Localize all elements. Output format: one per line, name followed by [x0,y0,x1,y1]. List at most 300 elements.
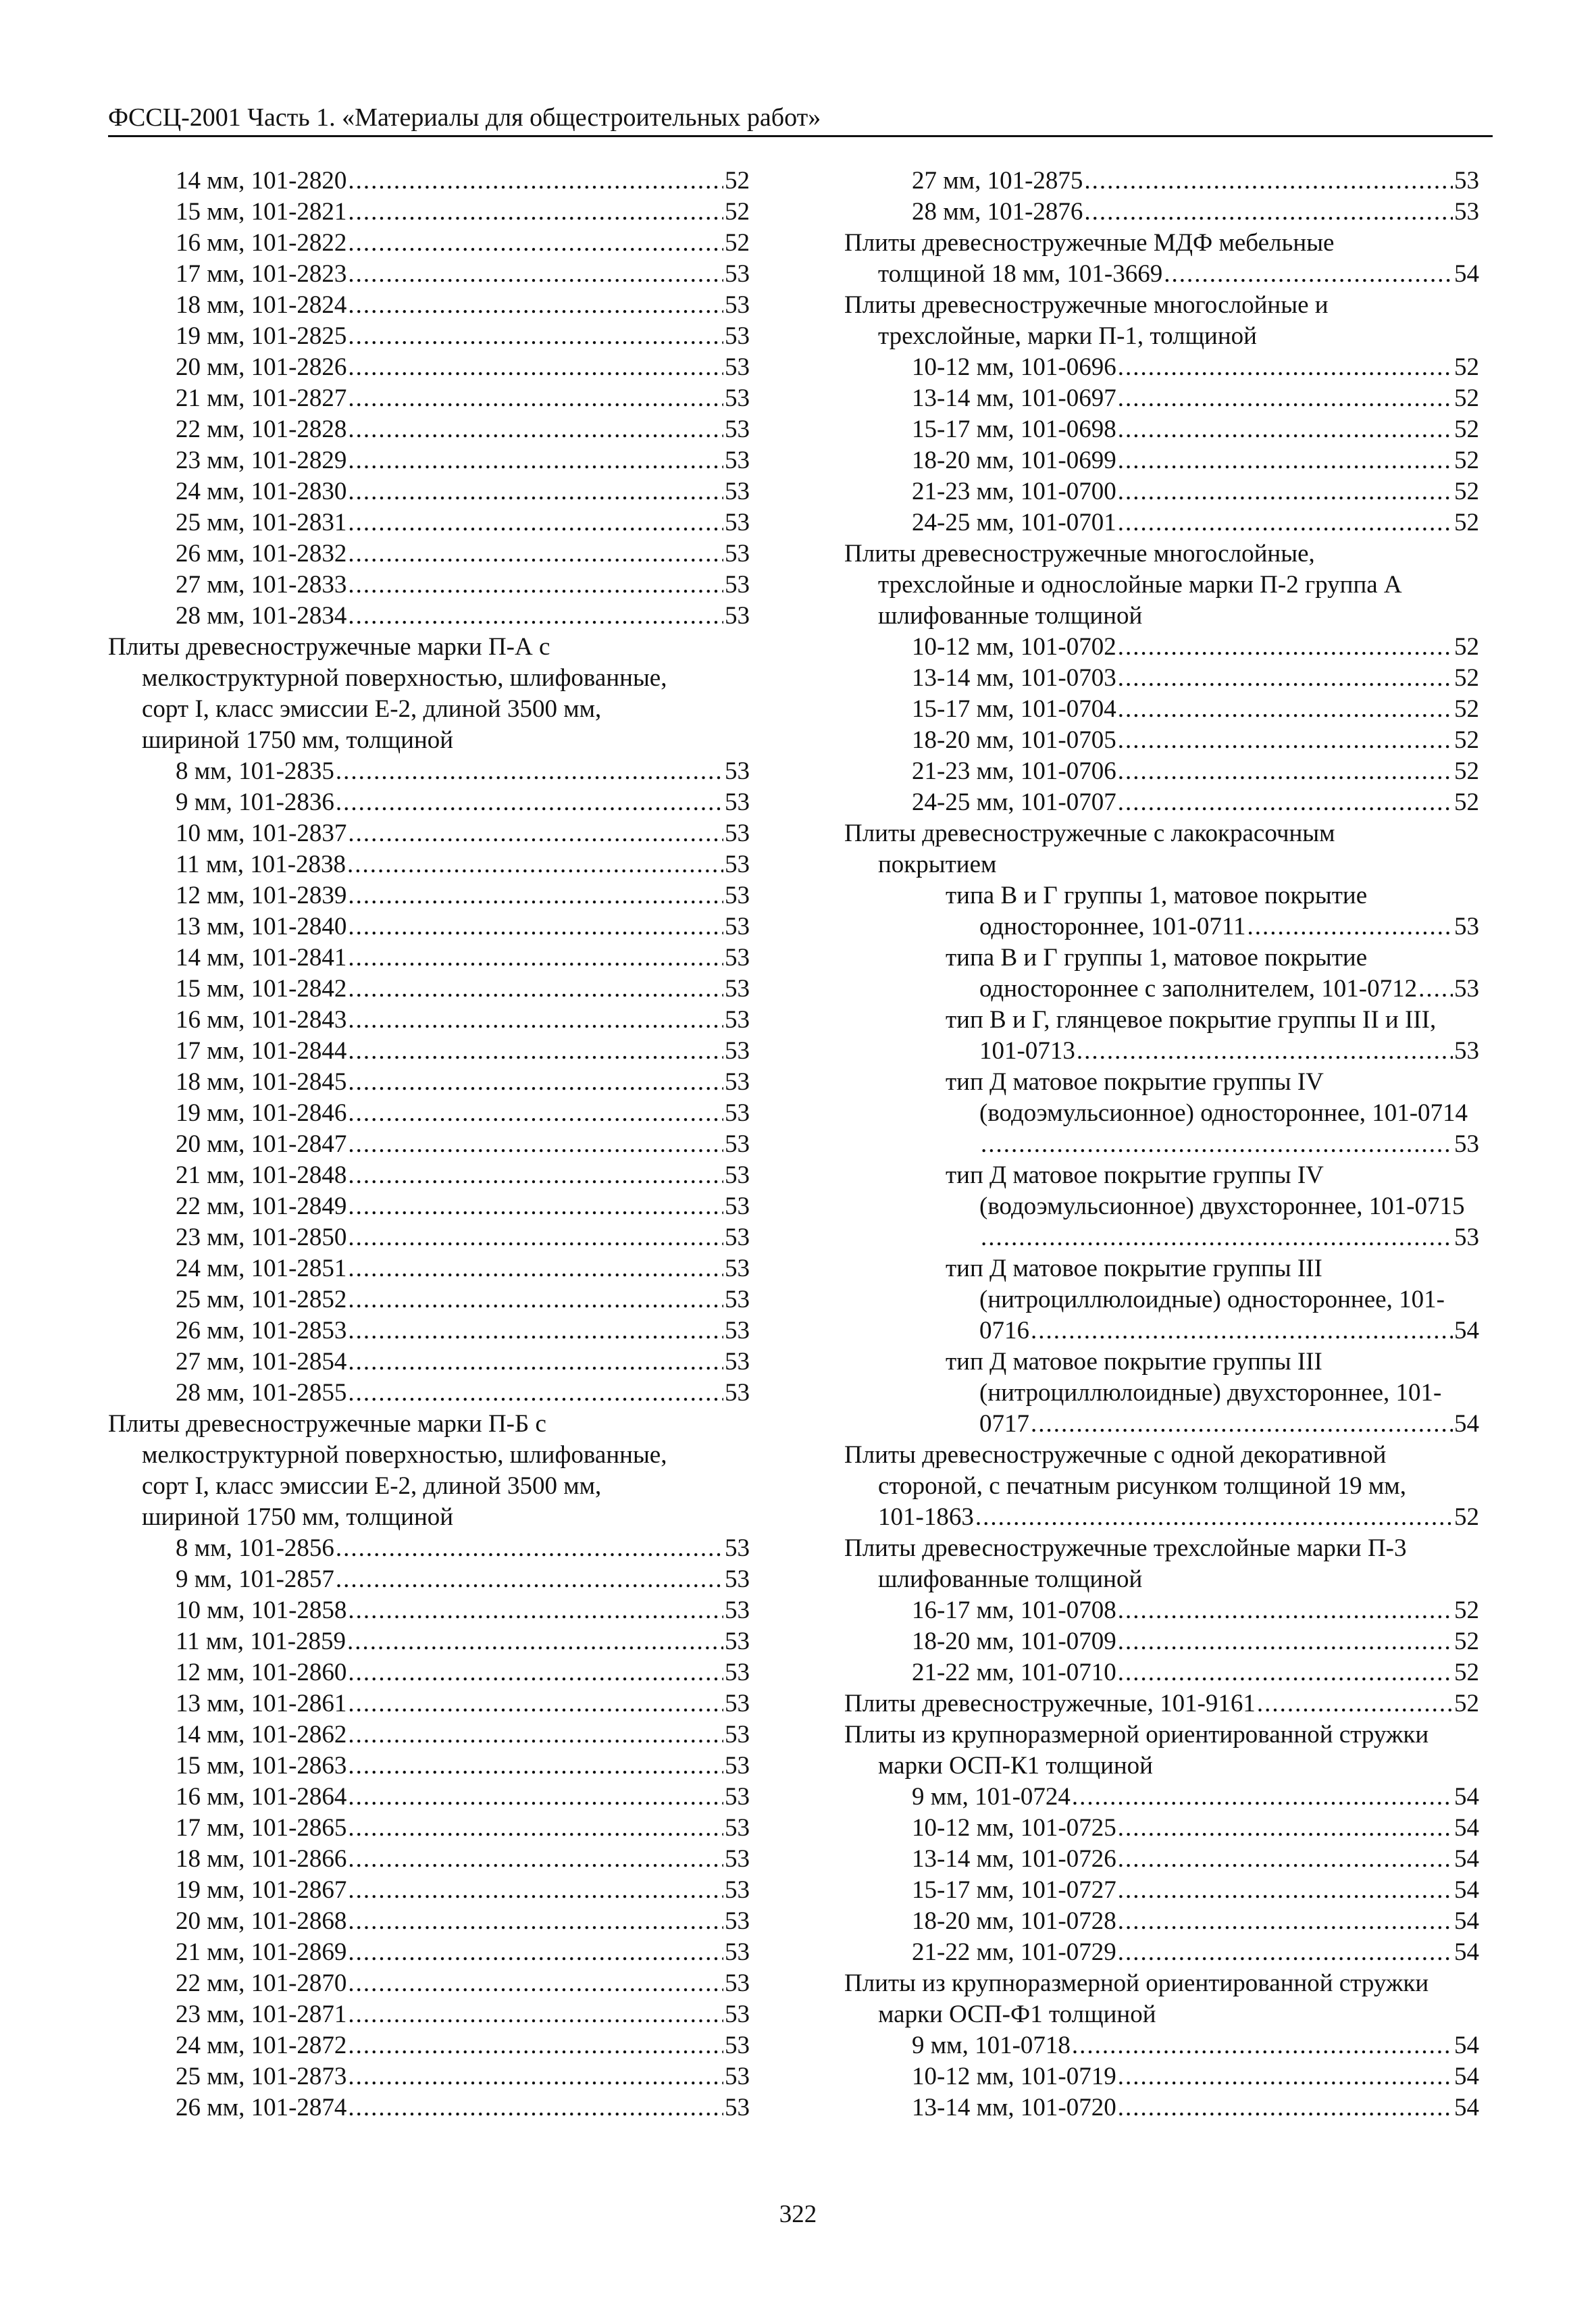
index-entry [108,1999,750,2030]
dot-leader [348,1160,723,1191]
dot-leader [1118,1657,1453,1688]
dot-leader [981,1222,1453,1253]
entry-page: 52 [1454,788,1479,816]
index-entry [844,1937,1479,1968]
dot-leader [1118,445,1453,476]
index-entry [844,197,1479,228]
entry-text: 15 мм, 101-2821 [176,198,347,226]
entry-text: 11 мм, 101-2838 [176,851,346,878]
dot-leader [348,1284,723,1315]
entry-page: 53 [725,1938,750,1966]
index-heading-line: Плиты древесностружечные с одной декоративной [844,1441,1387,1469]
dot-leader [1084,197,1453,228]
dot-leader [1118,1844,1453,1875]
entry-page: 52 [1454,1690,1479,1717]
index-heading-line: (нитроциллюлоидные) двухстороннее, 101- [979,1379,1442,1407]
entry-text: 25 мм, 101-2873 [176,2063,347,2090]
entry-page: 54 [1454,1317,1479,1344]
dot-leader [1118,507,1453,538]
index-entry [844,1222,1479,1253]
dot-leader [348,476,723,507]
entry-text: 19 мм, 101-2867 [176,1876,347,1904]
index-entry [108,1719,750,1751]
entry-text: 19 мм, 101-2846 [176,1099,347,1127]
dot-leader [348,1036,723,1067]
index-heading-line: Плиты древесностружечные многослойные и [844,291,1329,319]
index-entry [108,570,750,601]
dot-leader [348,1937,723,1968]
dot-leader [1118,756,1453,787]
dot-leader [1118,383,1453,414]
dot-leader [1118,1626,1453,1657]
index-entry [108,507,750,538]
index-entry [108,1129,750,1160]
entry-text: 26 мм, 101-2832 [176,540,347,568]
entry-page: 53 [725,1224,750,1251]
index-entry [108,849,750,880]
index-entry [844,632,1479,663]
entry-text: Плиты древесностружечные, 101-9161 [844,1690,1256,1717]
entry-text: 13 мм, 101-2840 [176,913,347,940]
entry-page: 52 [1454,509,1479,536]
index-heading-line: тип В и Г, глянцевое покрытие группы II и III, [946,1006,1437,1034]
entry-text: 14 мм, 101-2841 [176,944,347,972]
entry-text: 18 мм, 101-2824 [176,291,347,319]
index-entry [844,1657,1479,1688]
entry-text: 10-12 мм, 101-0696 [912,353,1116,381]
entry-text: 25 мм, 101-2831 [176,509,347,536]
index-heading-line: тип Д матовое покрытие группы III [946,1348,1322,1376]
index-entry [108,1937,750,1968]
entry-text: 15 мм, 101-2863 [176,1752,347,1780]
entry-page: 53 [725,1161,750,1189]
index-heading-line: марки ОСП-К1 толщиной [878,1752,1153,1780]
index-entry [108,2092,750,2123]
index-entry [844,1129,1479,1160]
index-heading-line: Плиты древесностружечные многослойные, [844,540,1315,568]
entry-page: 53 [725,478,750,505]
index-entry [108,1098,750,1129]
entry-text: 28 мм, 101-2834 [176,602,347,630]
index-entry [844,787,1479,818]
index-entry [844,1875,1479,1906]
entry-page: 52 [1454,416,1479,443]
index-heading-line: типа В и Г группы 1, матовое покрытие [946,944,1368,972]
entry-page: 52 [1454,1503,1479,1531]
entry-text: 14 мм, 101-2862 [176,1721,347,1749]
entry-text: 20 мм, 101-2868 [176,1907,347,1935]
page-number: 322 [779,2200,817,2228]
dot-leader [348,507,723,538]
entry-text: 10-12 мм, 101-0702 [912,633,1116,661]
entry-page: 53 [725,1099,750,1127]
entry-text: 11 мм, 101-2859 [176,1628,346,1655]
index-heading-line: сорт I, класс эмиссии Е-2, длиной 3500 мм, [142,695,602,723]
index-heading-line: Плиты из крупноразмерной ориентированной стружки [844,1969,1429,1997]
entry-page: 53 [725,1348,750,1376]
index-heading-line: трехслойные, марки П-1, толщиной [878,322,1257,350]
entry-text: 12 мм, 101-2860 [176,1659,347,1686]
index-entry [108,1626,750,1657]
index-entry [108,1533,750,1564]
entry-page: 54 [1454,1845,1479,1873]
entry-page: 52 [1454,1596,1479,1624]
entry-page: 53 [725,447,750,474]
index-entry [108,321,750,352]
index-entry [844,166,1479,197]
index-entry [108,1253,750,1284]
entry-page: 53 [725,1721,750,1749]
entry-page: 53 [725,1068,750,1096]
entry-text: 21 мм, 101-2848 [176,1161,347,1189]
entry-text: 22 мм, 101-2828 [176,416,347,443]
index-entry [108,974,750,1005]
dot-leader [348,1129,723,1160]
dot-leader [348,1005,723,1036]
entry-page: 52 [1454,1628,1479,1655]
entry-text: 18 мм, 101-2845 [176,1068,347,1096]
entry-text: 8 мм, 101-2835 [176,757,334,785]
entry-page: 53 [725,1690,750,1717]
entry-text: 24 мм, 101-2830 [176,478,347,505]
index-entry [844,414,1479,445]
entry-text: 24 мм, 101-2851 [176,1255,347,1282]
entry-page: 53 [725,1845,750,1873]
dot-leader [348,259,723,290]
index-entry [844,1036,1479,1067]
index-entry [844,1844,1479,1875]
index-entry [844,694,1479,725]
entry-page: 52 [725,167,750,195]
entry-text: 13-14 мм, 101-0720 [912,2094,1116,2121]
dot-leader [347,849,723,880]
dot-leader [348,321,723,352]
entry-page: 53 [725,944,750,972]
dot-leader [348,2092,723,2123]
index-heading-line: мелкоструктурной поверхностью, шлифованные, [142,1441,667,1469]
entry-text: 16 мм, 101-2822 [176,229,347,257]
index-heading-line: шириной 1750 мм, толщиной [142,726,454,754]
entry-text: 15-17 мм, 101-0698 [912,416,1116,443]
dot-leader [1118,632,1453,663]
index-entry [844,1502,1479,1533]
entry-text: толщиной 18 мм, 101-3669 [878,260,1163,288]
entry-text: 0716 [979,1317,1029,1344]
entry-text: 12 мм, 101-2839 [176,882,347,909]
entry-text: 15-17 мм, 101-0704 [912,695,1116,723]
entry-text: 26 мм, 101-2874 [176,2094,347,2121]
entry-text: 24-25 мм, 101-0707 [912,788,1116,816]
entry-text: 20 мм, 101-2826 [176,353,347,381]
entry-text: 20 мм, 101-2847 [176,1130,347,1158]
entry-page: 53 [725,913,750,940]
entry-page: 53 [725,1752,750,1780]
index-entry [844,1813,1479,1844]
dot-leader [347,1626,723,1657]
index-entry [844,383,1479,414]
dot-leader [1118,694,1453,725]
entry-text: 10-12 мм, 101-0725 [912,1814,1116,1842]
dot-leader [348,166,723,197]
index-entry [108,476,750,507]
index-entry [844,507,1479,538]
entry-text: 18-20 мм, 101-0705 [912,726,1116,754]
entry-text: 24-25 мм, 101-0701 [912,509,1116,536]
entry-text: 13-14 мм, 101-0697 [912,384,1116,412]
entry-text: 27 мм, 101-2875 [912,167,1083,195]
dot-leader [348,1999,723,2030]
entry-text: 101-0713 [979,1037,1075,1065]
entry-text: 16-17 мм, 101-0708 [912,1596,1116,1624]
entry-page: 53 [725,2001,750,2028]
entry-text: 21-23 мм, 101-0700 [912,478,1116,505]
entry-text: одностороннее с заполнителем, 101-0712 [979,975,1418,1003]
index-heading-line: типа В и Г группы 1, матовое покрытие [946,882,1368,909]
entry-page: 52 [1454,478,1479,505]
entry-text: 9 мм, 101-2857 [176,1565,334,1593]
index-heading-line: стороной, с печатным рисунком толщиной 19 мм, [878,1472,1406,1500]
entry-page: 53 [725,1876,750,1904]
entry-text: 10-12 мм, 101-0719 [912,2063,1116,2090]
index-entry [844,1409,1479,1440]
index-entry [108,1968,750,1999]
entry-page: 52 [1454,384,1479,412]
entry-text: 17 мм, 101-2844 [176,1037,347,1065]
entry-text: 0717 [979,1410,1029,1438]
entry-page: 53 [725,1286,750,1313]
dot-leader [348,1191,723,1222]
entry-page: 53 [725,2094,750,2121]
dot-leader [348,414,723,445]
entry-page: 52 [725,198,750,226]
dot-leader [1031,1315,1453,1347]
index-heading-line: покрытием [878,851,997,878]
dot-leader [348,1657,723,1688]
dot-leader [348,880,723,911]
dot-leader [1118,414,1453,445]
dot-leader [1118,1813,1453,1844]
entry-page: 53 [725,1907,750,1935]
index-entry [844,2092,1479,2123]
dot-leader [348,1751,723,1782]
index-entry [108,383,750,414]
dot-leader [1118,476,1453,507]
index-heading-line: тип Д матовое покрытие группы IV [946,1161,1324,1189]
index-heading-line: тип Д матовое покрытие группы III [946,1255,1322,1282]
index-entry [108,2061,750,2092]
entry-page: 53 [725,509,750,536]
index-entry [108,911,750,942]
dot-leader [1118,1937,1453,1968]
dot-leader [1247,911,1453,942]
index-heading-line: (водоэмульсионное) двухстороннее, 101-0715 [979,1192,1465,1220]
entry-text: 16 мм, 101-2864 [176,1783,347,1811]
entry-text: 25 мм, 101-2852 [176,1286,347,1313]
dot-leader [348,818,723,849]
index-entry [108,1191,750,1222]
index-entry [108,1347,750,1378]
dot-leader [1418,974,1453,1005]
index-entry [108,1284,750,1315]
index-entry [108,601,750,632]
entry-page: 53 [725,1783,750,1811]
entry-text: 13 мм, 101-2861 [176,1690,347,1717]
entry-text: 17 мм, 101-2865 [176,1814,347,1842]
dot-leader [348,352,723,383]
index-entry [108,1751,750,1782]
entry-page: 54 [1454,2032,1479,2059]
index-heading-line: марки ОСП-Ф1 толщиной [878,2001,1156,2028]
dot-leader [348,1719,723,1751]
entry-page: 53 [1454,167,1479,195]
entry-text: 10 мм, 101-2837 [176,820,347,847]
index-entry [108,352,750,383]
entry-text: 8 мм, 101-2856 [176,1534,334,1562]
dot-leader [348,1347,723,1378]
entry-page: 53 [725,1317,750,1344]
index-entry [844,911,1479,942]
dot-leader [975,1502,1453,1533]
dot-leader [348,942,723,974]
entry-page: 53 [1454,913,1479,940]
entry-page: 54 [1454,2094,1479,2121]
index-entry [108,197,750,228]
index-entry [108,1036,750,1067]
entry-text: 26 мм, 101-2853 [176,1317,347,1344]
entry-page: 53 [725,384,750,412]
index-entry [108,756,750,787]
dot-leader [348,2061,723,2092]
index-entry [108,1657,750,1688]
entry-text: 21-22 мм, 101-0729 [912,1938,1116,1966]
dot-leader [348,228,723,259]
dot-leader [336,1564,723,1595]
index-heading-line: (водоэмульсионное) одностороннее, 101-0714 [979,1099,1468,1127]
entry-text: 21-23 мм, 101-0706 [912,757,1116,785]
index-entry [108,259,750,290]
entry-text: 22 мм, 101-2870 [176,1969,347,1997]
entry-text: 19 мм, 101-2825 [176,322,347,350]
entry-page: 53 [725,1006,750,1034]
entry-page: 53 [725,1192,750,1220]
index-entry [108,1595,750,1626]
entry-page: 53 [725,1037,750,1065]
index-entry [108,880,750,911]
entry-page: 53 [725,1969,750,1997]
entry-page: 53 [725,757,750,785]
dot-leader [348,1315,723,1347]
entry-text: 9 мм, 101-0724 [912,1783,1071,1811]
index-entry [844,2030,1479,2061]
index-entry [844,476,1479,507]
entry-text: 15-17 мм, 101-0727 [912,1876,1116,1904]
dot-leader [348,290,723,321]
index-entry [108,1005,750,1036]
entry-page: 53 [725,1628,750,1655]
index-heading-line: (нитроциллюлоидные) одностороннее, 101- [979,1286,1445,1313]
entry-page: 54 [1454,2063,1479,2090]
index-entry [108,166,750,197]
entry-page: 53 [725,1379,750,1407]
dot-leader [348,1688,723,1719]
dot-leader [348,1253,723,1284]
dot-leader [1118,352,1453,383]
dot-leader [1118,663,1453,694]
dot-leader [348,383,723,414]
entry-page: 53 [1454,198,1479,226]
index-entry [108,787,750,818]
dot-leader [1118,1906,1453,1937]
entry-text: одностороннее, 101-0711 [979,913,1246,940]
dot-leader [1118,725,1453,756]
entry-page: 53 [725,291,750,319]
index-heading-line: Плиты древесностружечные марки П-Б с [108,1410,546,1438]
index-entry [108,1378,750,1409]
dot-leader [348,570,723,601]
index-entry [108,1875,750,1906]
entry-page: 54 [1454,1410,1479,1438]
entry-page: 53 [725,1130,750,1158]
dot-leader [348,1844,723,1875]
entry-text: 16 мм, 101-2843 [176,1006,347,1034]
index-entry [844,1782,1479,1813]
dot-leader [348,1595,723,1626]
dot-leader [348,1067,723,1098]
entry-page: 52 [1454,353,1479,381]
index-entry [844,259,1479,290]
entry-page: 53 [725,1534,750,1562]
dot-leader [981,1129,1453,1160]
entry-page: 54 [1454,1907,1479,1935]
index-entry [844,352,1479,383]
index-heading-line: Плиты из крупноразмерной ориентированной стружки [844,1721,1429,1749]
entry-page: 52 [1454,695,1479,723]
index-entry [108,290,750,321]
index-entry [108,1160,750,1191]
entry-page: 52 [1454,1659,1479,1686]
dot-leader [1118,1595,1453,1626]
entry-text: 24 мм, 101-2872 [176,2032,347,2059]
index-heading-line: Плиты древесностружечные с лакокрасочным [844,820,1335,847]
entry-page: 53 [725,975,750,1003]
entry-text: 18-20 мм, 101-0709 [912,1628,1116,1655]
entry-text: 23 мм, 101-2829 [176,447,347,474]
entry-text: 17 мм, 101-2823 [176,260,347,288]
index-entry [844,663,1479,694]
entry-page: 53 [725,1255,750,1282]
entry-text: 28 мм, 101-2855 [176,1379,347,1407]
dot-leader [348,1906,723,1937]
dot-leader [348,1782,723,1813]
index-entry [844,1626,1479,1657]
entry-page: 53 [725,851,750,878]
dot-leader [336,1533,723,1564]
dot-leader [1072,1782,1453,1813]
entry-text: 15 мм, 101-2842 [176,975,347,1003]
index-heading-line: шириной 1750 мм, толщиной [142,1503,454,1531]
entry-page: 52 [1454,447,1479,474]
entry-page: 53 [725,540,750,568]
index-entry [844,1595,1479,1626]
index-heading-line: шлифованные толщиной [878,602,1143,630]
entry-page: 53 [1454,975,1479,1003]
dot-leader [348,197,723,228]
entry-page: 52 [725,229,750,257]
index-column-left [108,166,750,2123]
dot-leader [1257,1688,1453,1719]
entry-text: 9 мм, 101-2836 [176,788,334,816]
dot-leader [1118,787,1453,818]
